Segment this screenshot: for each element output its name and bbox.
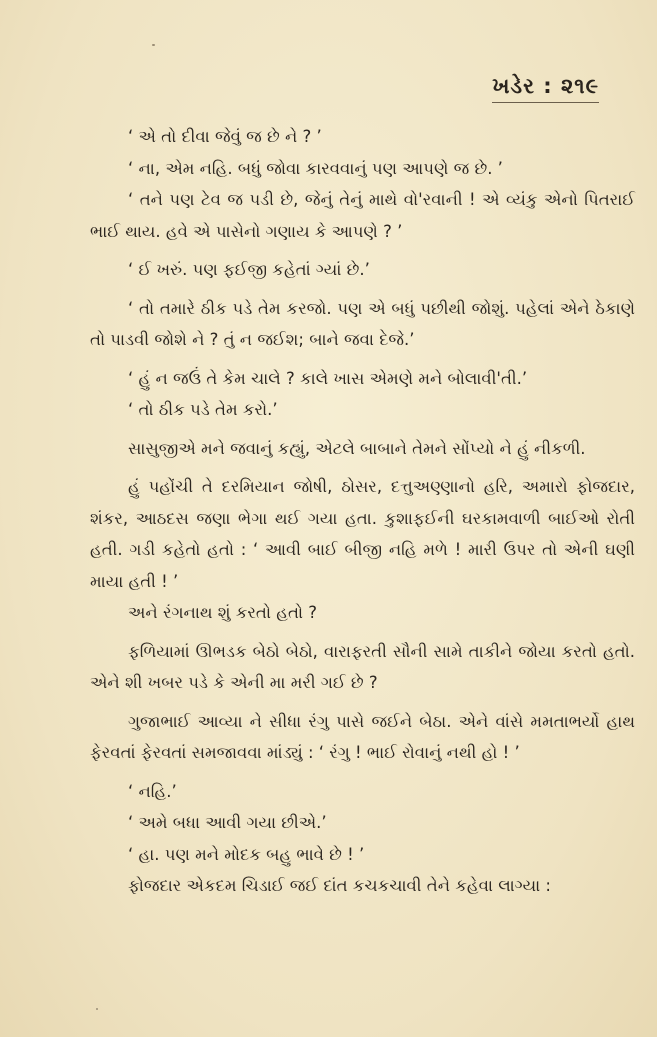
- paragraph: ‘ અમે બધા આવી ગયા છીએ.’: [128, 813, 327, 832]
- paragraph: ‘ એ તો દીવા જેવું જ છે ને ? ’: [128, 127, 322, 146]
- paper-speck: [96, 1008, 98, 1010]
- paragraph: ‘ તો તમારે ઠીક પડે તેમ કરજો. પણ એ બધું પછીથી જોશું. પહેલાં એને ઠેકાણે તો પાડવી જોશે ને ? તું ન જઈશ; બાને જવા દેજે.’: [90, 298, 635, 349]
- header-underline: [492, 102, 599, 103]
- paragraph: હું પહોંચી તે દરમિયાન જોષી, ઠોસર, દત્તુઅણ્ણાનો હરિ, અમારો ફોજદાર, શંકર, આઠદસ જણા ભેગા થઈ ગયા હતા. કુશાફઈની ઘરકામવાળી બાઈઓ રોતી હતી. ગડી કહેતો હતો : ‘ આવી બાઈ બીજી નહિ મળે ! મારી ઉપર તો એની ઘણી માયા હતી ! ’: [90, 477, 635, 591]
- paragraph: અને રંગનાથ શું કરતો હતો ?: [128, 603, 318, 622]
- paragraph: ‘ હું ન જઉં તે કેમ ચાલે ? કાલે ખાસ એમણે મને બોલાવી'તી.’: [128, 368, 528, 388]
- paragraph: ‘ ઈ ખરું. પણ ફઈજી કહેતાં ગ્યાં છે.’: [128, 260, 370, 279]
- paper-speck: [152, 44, 155, 46]
- paragraph: ‘ નહિ.’: [128, 781, 177, 801]
- paragraph: ‘ તને પણ ટેવ જ પડી છે, જેનું તેનું માથે વો'રવાની ! એ વ્યંકુ એનો પિતરાઈ ભાઈ થાય. હવે એ પાસેનો ગણાય કે આપણે ? ’: [90, 190, 635, 241]
- paragraph: ‘ તો ઠીક પડે તેમ કરો.’: [128, 400, 278, 419]
- paragraph: ‘ ના, એમ નહિ. બધું જોવા કારવવાનું પણ આપણે જ છે. ’: [128, 158, 503, 178]
- running-header: [492, 74, 599, 99]
- paragraph: ‘ હા. પણ મને મોદક બહુ ભાવે છે ! ’: [128, 844, 365, 864]
- paragraph: ફળિયામાં ઊભડક બેઠો બેઠો, વારાફરતી સૌની સામે તાકીને જોયા કરતો હતો. એને શી ખબર પડે કે એની મા મરી ગઈ છે ?: [90, 641, 635, 692]
- running-header-text: ખડેર : ૨૧૯: [492, 74, 599, 98]
- paragraph: ગુજાભાઈ આવ્યા ને સીધા રંગુ પાસે જઈને બેઠા. એને વાંસે મમતાભર્યો હાથ ફેરવતાં ફેરવતાં સમજાવવા માંડ્યું : ‘ રંગુ ! ભાઈ રોવાનું નથી હો ! ’: [90, 711, 635, 762]
- body-text: [90, 121, 635, 902]
- paragraph: ફોજદાર એકદમ ચિડાઈ જઈ દાંત કચકચાવી તેને કહેવા લાગ્યા :: [128, 876, 551, 895]
- paragraph: સાસુજીએ મને જવાનું કહ્યું, એટલે બાબાને તેમને સોંપ્યો ને હું નીકળી.: [128, 438, 586, 458]
